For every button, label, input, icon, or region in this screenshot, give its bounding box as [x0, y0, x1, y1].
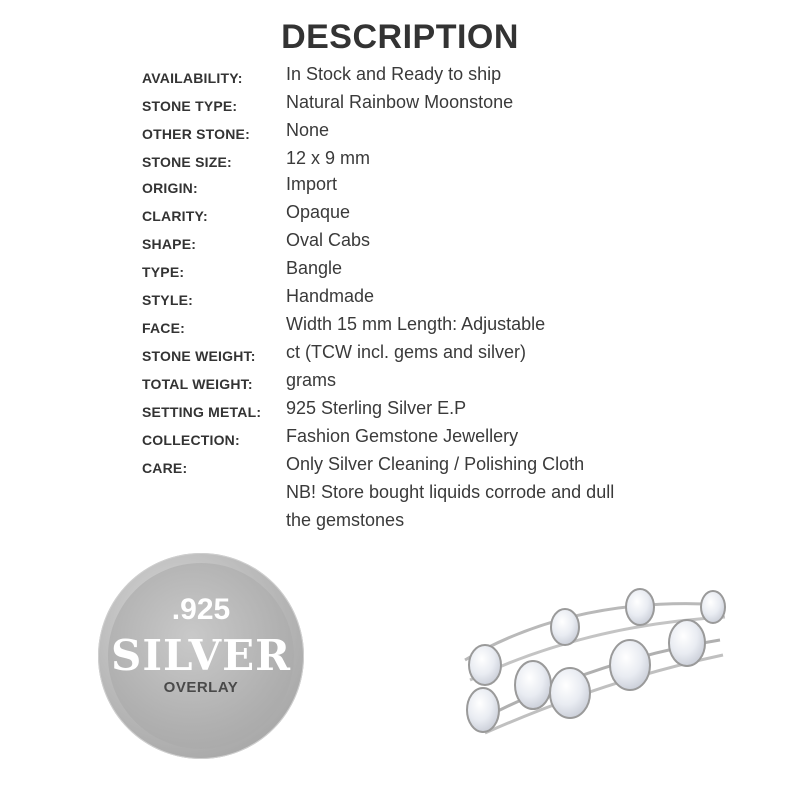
spec-value: 12 x 9 mm	[286, 148, 371, 168]
moonstone	[626, 589, 654, 625]
spec-value: Fashion Gemstone Jewellery	[286, 426, 519, 446]
moonstone	[550, 668, 590, 718]
care-note-row-1	[0, 482, 800, 508]
page-title: DESCRIPTION	[281, 18, 519, 56]
spec-value: Oval Cabs	[286, 230, 371, 250]
spec-value: Opaque	[286, 202, 351, 222]
spec-row-setting-metal	[0, 398, 800, 424]
spec-label: TYPE:	[142, 264, 185, 280]
spec-label: STONE TYPE:	[142, 98, 238, 114]
spec-value: Only Silver Cleaning / Polishing Cloth	[286, 454, 585, 474]
badge-925-text: .925	[171, 593, 231, 626]
spec-label: SETTING METAL:	[142, 404, 262, 420]
spec-row-collection	[0, 426, 800, 452]
spec-row-availability	[0, 64, 800, 90]
spec-row-stone-type	[0, 92, 800, 118]
spec-value: In Stock and Ready to ship	[286, 64, 502, 84]
care-note-row-2	[0, 510, 800, 536]
spec-row-style	[0, 286, 800, 312]
spec-label: CLARITY:	[142, 208, 208, 224]
badge-silver-text: SILVER	[110, 631, 292, 680]
spec-label: SHAPE:	[142, 236, 197, 252]
care-note: NB! Store bought liquids corrode and dull	[286, 482, 615, 502]
spec-row-shape	[0, 230, 800, 256]
spec-row-care	[0, 454, 800, 480]
silver-overlay-badge	[98, 553, 304, 759]
spec-row-stone-weight	[0, 342, 800, 368]
bangle-product-image	[455, 585, 735, 735]
spec-row-stone-size	[0, 148, 800, 174]
spec-label: AVAILABILITY:	[142, 70, 243, 86]
spec-row-origin	[0, 174, 800, 200]
spec-label: COLLECTION:	[142, 432, 240, 448]
moonstone	[669, 620, 705, 666]
spec-label: OTHER STONE:	[142, 126, 250, 142]
spec-row-face	[0, 314, 800, 340]
spec-row-type	[0, 258, 800, 284]
spec-value: None	[286, 120, 330, 140]
spec-value: Import	[286, 174, 338, 194]
spec-value: Bangle	[286, 258, 343, 278]
spec-label: STYLE:	[142, 292, 193, 308]
moonstone	[701, 591, 725, 623]
moonstone	[551, 609, 579, 645]
spec-row-other-stone	[0, 120, 800, 146]
moonstone	[610, 640, 650, 690]
spec-label: STONE SIZE:	[142, 154, 232, 170]
moonstone	[469, 645, 501, 685]
badge-overlay-text: OVERLAY	[163, 679, 239, 696]
spec-label: CARE:	[142, 460, 188, 476]
spec-value: ct (TCW incl. gems and silver)	[286, 342, 527, 362]
spec-row-clarity	[0, 202, 800, 228]
spec-label: ORIGIN:	[142, 180, 198, 196]
spec-value: grams	[286, 370, 337, 390]
moonstone	[515, 661, 551, 709]
spec-label: STONE WEIGHT:	[142, 348, 256, 364]
moonstone	[467, 688, 499, 732]
spec-label: FACE:	[142, 320, 185, 336]
spec-value: Handmade	[286, 286, 375, 306]
spec-row-total-weight	[0, 370, 800, 396]
spec-value: 925 Sterling Silver E.P	[286, 398, 467, 418]
care-note: the gemstones	[286, 510, 405, 530]
spec-label: TOTAL WEIGHT:	[142, 376, 253, 392]
spec-value: Width 15 mm Length: Adjustable	[286, 314, 546, 334]
spec-value: Natural Rainbow Moonstone	[286, 92, 514, 112]
